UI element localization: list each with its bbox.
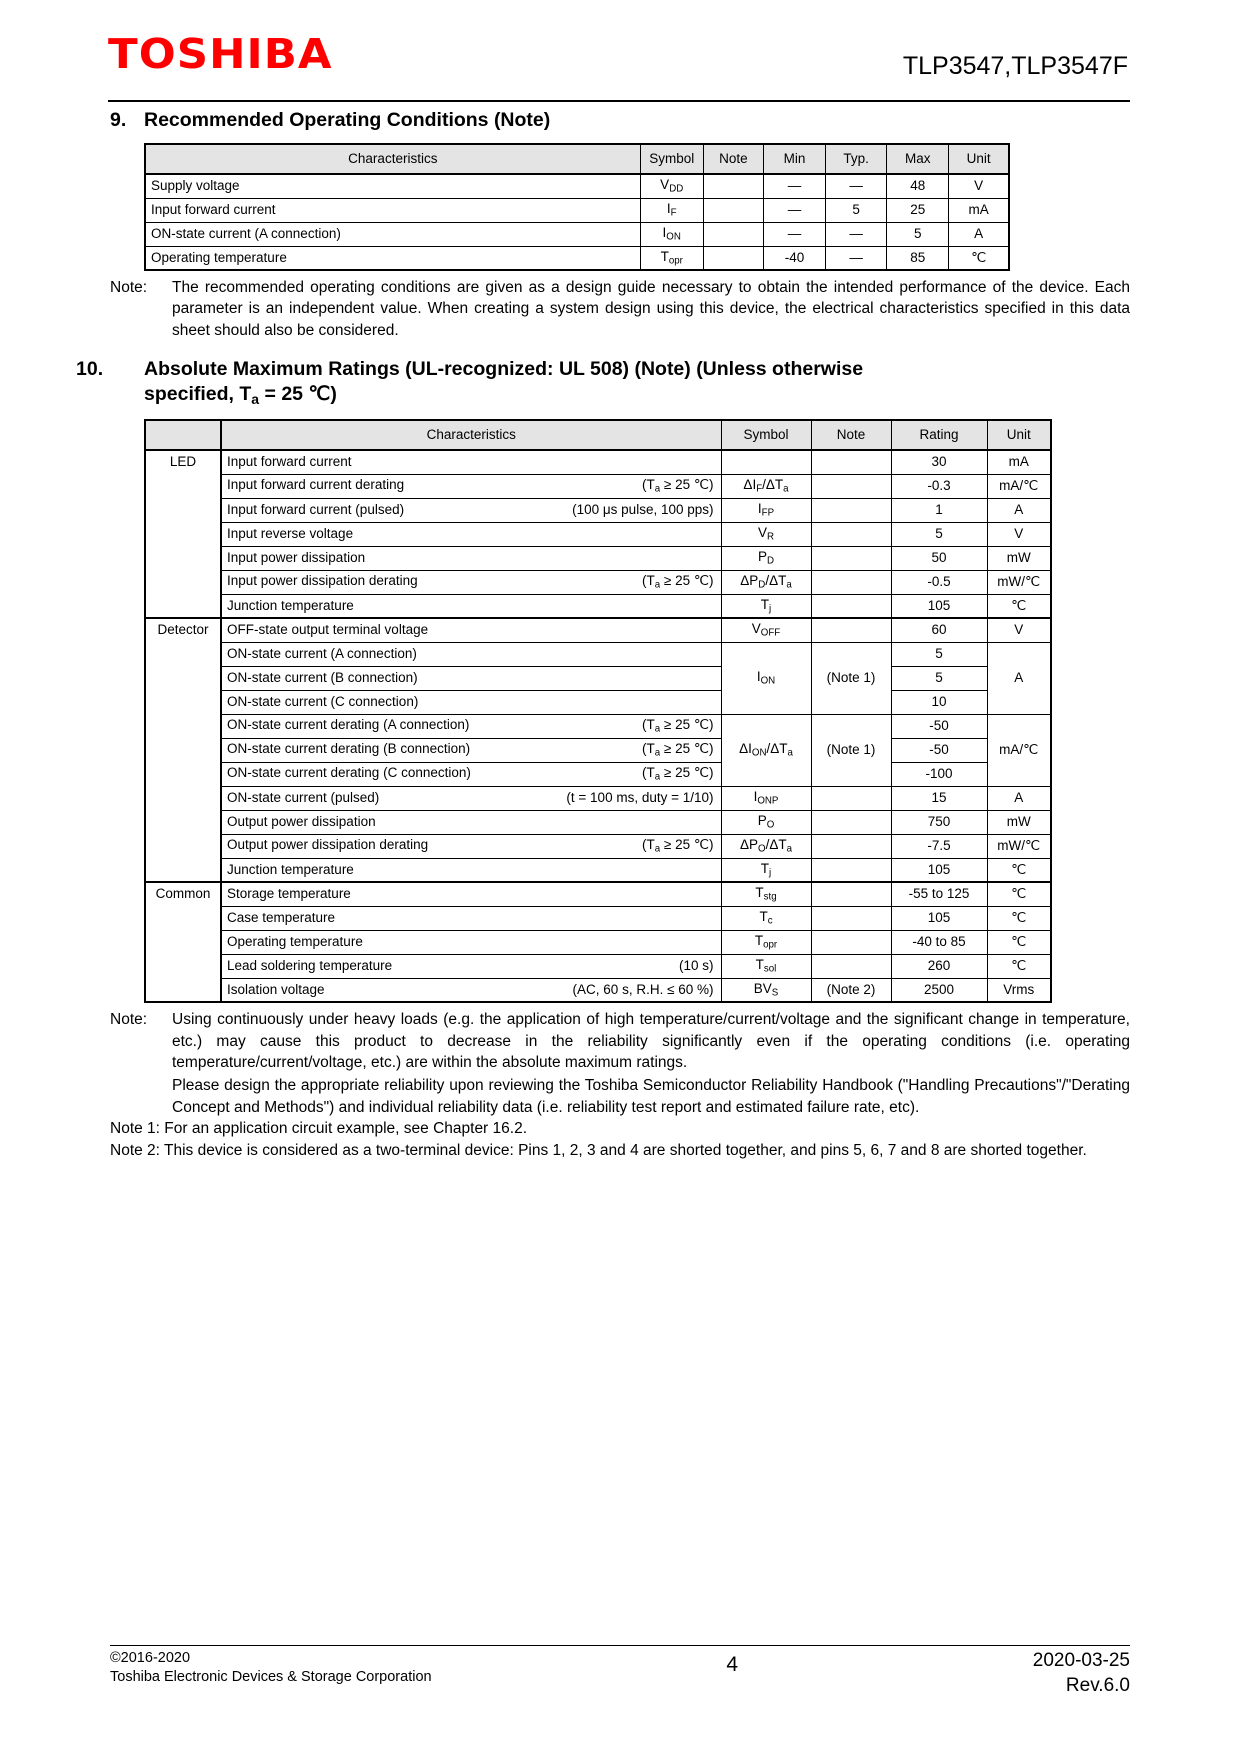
table-header-row [145,144,1009,174]
cell-characteristics: Input forward current [145,198,640,222]
cell-rating: -55 to 125 [891,882,987,906]
col-typ: Typ. [826,144,887,174]
cell-typ: — [826,174,887,198]
section-10-title-line2: specified, $T_a = 25$ ℃) [144,383,337,408]
table-row [145,642,1051,666]
cell-rating: 5 [891,666,987,690]
page-number: 4 [726,1653,739,1677]
cell-note [811,810,891,834]
cell-group-common: Common [145,882,221,1002]
cell-rating: 15 [891,786,987,810]
section-10-heading [76,357,1130,409]
cell-rating: 5 [891,642,987,666]
cell-symbol: $I_{FP}$ [721,498,811,522]
table-row [145,522,1051,546]
table-row [145,498,1051,522]
note-text: The recommended operating conditions are given as a design guide necessary to obtain the intended performance of the device. Each parameter is an independent value. When creating a system design using this device, the electrical characteristics specified in this data sheet should also be considered. [172,279,1130,339]
table-row [145,222,1009,246]
table-row [145,810,1051,834]
table-row [145,906,1051,930]
cell-rating: 2500 [891,978,987,1002]
footer-right [1033,1649,1130,1698]
cell-unit: mW [987,810,1051,834]
cell-rating: 60 [891,618,987,642]
cell-max: 25 [887,198,949,222]
cell-characteristics: Output power dissipation derating ($T_a \ge 25$ ℃) [221,834,721,858]
cell-symbol: $V_{OFF}$ [721,618,811,642]
cell-rating: -40 to 85 [891,930,987,954]
note-paragraph-1: Using continuously under heavy loads (e.g. the application of high temperature/current/voltage and the significant change in temperature, etc.) may cause this product to decrease in the reliability significantly even if the operating conditions (i.e. operating temperature/current/voltage, etc.) are within the absolute maximum ratings. [172,1011,1130,1072]
table-row [145,246,1009,270]
note-paragraph-2: Please design the appropriate reliability upon reviewing the Toshiba Semiconductor Reliability Handbook ("Handling Precautions"/"Derating Concept and Methods") and individual reliability data (i.e. reliability test report and estimated failure rate, etc). [172,1077,1130,1116]
col-characteristics: Characteristics [221,420,721,450]
table-row [145,786,1051,810]
cell-note [703,222,763,246]
table-row [145,978,1051,1002]
table-row [145,198,1009,222]
cell-unit: A [987,498,1051,522]
cell-typ: — [826,222,887,246]
cell-rating: -100 [891,762,987,786]
cell-unit: A [987,786,1051,810]
cell-note [811,930,891,954]
cell-symbol: $P_O$ [721,810,811,834]
cell-note [811,882,891,906]
table-row [145,594,1051,618]
cell-rating: 105 [891,858,987,882]
cell-rating: 105 [891,906,987,930]
table-row [145,450,1051,474]
note-label: Note: [110,1011,148,1029]
cell-min: — [763,174,825,198]
cell-rating: -7.5 [891,834,987,858]
note-label: Note: [110,279,148,297]
col-max: Max [887,144,949,174]
col-symbol: Symbol [721,420,811,450]
cell-characteristics: ON-state current (C connection) [221,690,721,714]
cell-symbol: $T_{opr}$ [721,930,811,954]
col-note: Note [811,420,891,450]
cell-rating: -50 [891,714,987,738]
cell-rating: -50 [891,738,987,762]
col-symbol: Symbol [640,144,703,174]
cell-symbol: $I_{ON}$ [721,642,811,714]
table-row [145,618,1051,642]
col-min: Min [763,144,825,174]
company-name: Toshiba Electronic Devices & Storage Corporation [110,1669,432,1686]
cell-note [703,174,763,198]
table-row [145,834,1051,858]
col-group [145,420,221,450]
section-9-number: 9. [110,109,127,131]
cell-unit: mA/℃ [987,714,1051,786]
cell-min: — [763,198,825,222]
cell-characteristics: Output power dissipation [221,810,721,834]
cell-unit: ℃ [987,858,1051,882]
cell-unit: mW [987,546,1051,570]
section-9-title: Recommended Operating Conditions (Note) [144,109,551,131]
table-row [145,954,1051,978]
page-content [0,108,1240,1161]
cell-characteristics: Junction temperature [221,858,721,882]
cell-note [811,498,891,522]
cell-symbol: $T_c$ [721,906,811,930]
cell-symbol: $\Delta P_D/\Delta T_a$ [721,570,811,594]
section-9-note [110,277,1130,341]
cell-characteristics: Case temperature [221,906,721,930]
cell-symbol: $\Delta I_F/\Delta T_a$ [721,474,811,498]
table-body [145,174,1009,270]
absolute-maximum-ratings-table [144,419,1052,1003]
col-unit: Unit [987,420,1051,450]
recommended-operating-conditions-table [144,143,1010,271]
cell-unit: ℃ [987,594,1051,618]
cell-symbol: $P_D$ [721,546,811,570]
cell-characteristics: Lead soldering temperature (10 s) [221,954,721,978]
section-9-heading [110,108,1130,133]
section-10-note [110,1009,1130,1161]
cell-characteristics: Operating temperature [145,246,640,270]
cell-typ: 5 [826,198,887,222]
section-10-number: 10. [76,358,104,381]
cell-rating: 50 [891,546,987,570]
cell-group-detector: Detector [145,618,221,882]
cell-characteristics: ON-state current derating (B connection) ($T_a \ge 25$ ℃) [221,738,721,762]
table-row [145,882,1051,906]
cell-characteristics: ON-state current derating (C connection) ($T_a \ge 25$ ℃) [221,762,721,786]
cell-characteristics: Input power dissipation derating ($T_a \ge 25$ ℃) [221,570,721,594]
cell-unit: V [987,522,1051,546]
cell-characteristics: OFF-state output terminal voltage [221,618,721,642]
cell-characteristics: Input forward current derating ($T_a \ge 25$ ℃) [221,474,721,498]
cell-unit: mA [949,198,1009,222]
cell-note [811,570,891,594]
cell-note [811,546,891,570]
cell-characteristics: Supply voltage [145,174,640,198]
cell-rating: -0.5 [891,570,987,594]
cell-unit: ℃ [987,882,1051,906]
cell-characteristics: Operating temperature [221,930,721,954]
table-header-row [145,420,1051,450]
cell-unit: mW/℃ [987,834,1051,858]
cell-rating: 30 [891,450,987,474]
copyright-text: ©2016-2020 [110,1650,191,1667]
col-characteristics: Characteristics [145,144,640,174]
cell-note: (Note 2) [811,978,891,1002]
cell-min: -40 [763,246,825,270]
cell-note [811,858,891,882]
cell-note [811,594,891,618]
cell-characteristics: Input forward current [221,450,721,474]
cell-note: (Note 1) [811,642,891,714]
cell-characteristics: ON-state current (A connection) [145,222,640,246]
cell-note [703,246,763,270]
cell-note [811,450,891,474]
cell-symbol: $V_{DD}$ [640,174,703,198]
cell-characteristics: ON-state current (B connection) [221,666,721,690]
cell-symbol: $\Delta P_O/\Delta T_a$ [721,834,811,858]
table-row [145,666,1051,690]
cell-symbol: $T_{opr}$ [640,246,703,270]
header-divider [108,100,1130,102]
table-row [145,570,1051,594]
note-2-text: Note 2: This device is considered as a two-terminal device: Pins 1, 2, 3 and 4 are shorted together, and pins 5, 6, 7 and 8 are shorted together. [110,1141,1087,1159]
page-header [0,0,1240,92]
section-10-title-line1: Absolute Maximum Ratings (UL-recognized: UL 508) (Note) (Unless otherwise [144,358,864,381]
cell-note [811,954,891,978]
table-row [145,762,1051,786]
cell-rating: 105 [891,594,987,618]
document-date: 2020-03-25 [1032,1650,1130,1672]
cell-rating: -0.3 [891,474,987,498]
cell-unit: V [949,174,1009,198]
table-row [145,690,1051,714]
cell-note [811,906,891,930]
cell-symbol: $I_F$ [640,198,703,222]
cell-characteristics: ON-state current derating (A connection) ($T_a \ge 25$ ℃) [221,714,721,738]
cell-rating: 5 [891,522,987,546]
cell-symbol: $I_{ON}$ [640,222,703,246]
cell-note [811,522,891,546]
revision-label: Rev.6.0 [1065,1674,1130,1696]
cell-unit: mA/℃ [987,474,1051,498]
table-row [145,546,1051,570]
cell-symbol [721,450,811,474]
cell-symbol: $T_j$ [721,858,811,882]
part-number-title: TLP3547,TLP3547F [902,52,1128,80]
cell-unit: Vrms [987,978,1051,1002]
col-rating: Rating [891,420,987,450]
cell-unit: V [987,618,1051,642]
cell-characteristics: Input power dissipation [221,546,721,570]
cell-rating: 1 [891,498,987,522]
page-footer [110,1645,1130,1698]
cell-unit: ℃ [987,930,1051,954]
cell-symbol: $I_{ONP}$ [721,786,811,810]
cell-unit: mW/℃ [987,570,1051,594]
cell-rating: 10 [891,690,987,714]
cell-group-led: LED [145,450,221,618]
cell-unit: ℃ [987,906,1051,930]
cell-characteristics: Isolation voltage (AC, 60 s, R.H. ≤ 60 %) [221,978,721,1002]
cell-note: (Note 1) [811,714,891,786]
cell-characteristics: Input forward current (pulsed) (100 μs pulse, 100 pps) [221,498,721,522]
cell-characteristics: Storage temperature [221,882,721,906]
cell-unit: ℃ [949,246,1009,270]
toshiba-logo: TOSHIBA [108,30,333,78]
cell-max: 85 [887,246,949,270]
footer-left [110,1649,432,1687]
table-row [145,930,1051,954]
cell-note [811,786,891,810]
cell-rating: 750 [891,810,987,834]
cell-unit: A [949,222,1009,246]
cell-note [703,198,763,222]
footer-divider [110,1645,1130,1646]
cell-characteristics: ON-state current (A connection) [221,642,721,666]
note-1-text: Note 1: For an application circuit example, see Chapter 16.2. [110,1120,528,1138]
cell-symbol: $BV_S$ [721,978,811,1002]
cell-characteristics: ON-state current (pulsed) (t = 100 ms, duty = 1/10) [221,786,721,810]
table-row [145,858,1051,882]
col-unit: Unit [949,144,1009,174]
cell-characteristics: Input reverse voltage [221,522,721,546]
cell-characteristics: Junction temperature [221,594,721,618]
cell-max: 48 [887,174,949,198]
cell-unit: A [987,642,1051,714]
table-row [145,714,1051,738]
cell-max: 5 [887,222,949,246]
table-row [145,174,1009,198]
cell-symbol: $\Delta I_{ON}/\Delta T_a$ [721,714,811,786]
cell-unit: ℃ [987,954,1051,978]
col-note: Note [703,144,763,174]
cell-typ: — [826,246,887,270]
cell-symbol: $T_j$ [721,594,811,618]
cell-note [811,834,891,858]
cell-unit: mA [987,450,1051,474]
cell-min: — [763,222,825,246]
cell-symbol: $V_R$ [721,522,811,546]
cell-symbol: $T_{sol}$ [721,954,811,978]
table-row [145,738,1051,762]
cell-note [811,618,891,642]
cell-note [811,474,891,498]
cell-rating: 260 [891,954,987,978]
table-row [145,474,1051,498]
table-body [145,450,1051,1002]
cell-symbol: $T_{stg}$ [721,882,811,906]
